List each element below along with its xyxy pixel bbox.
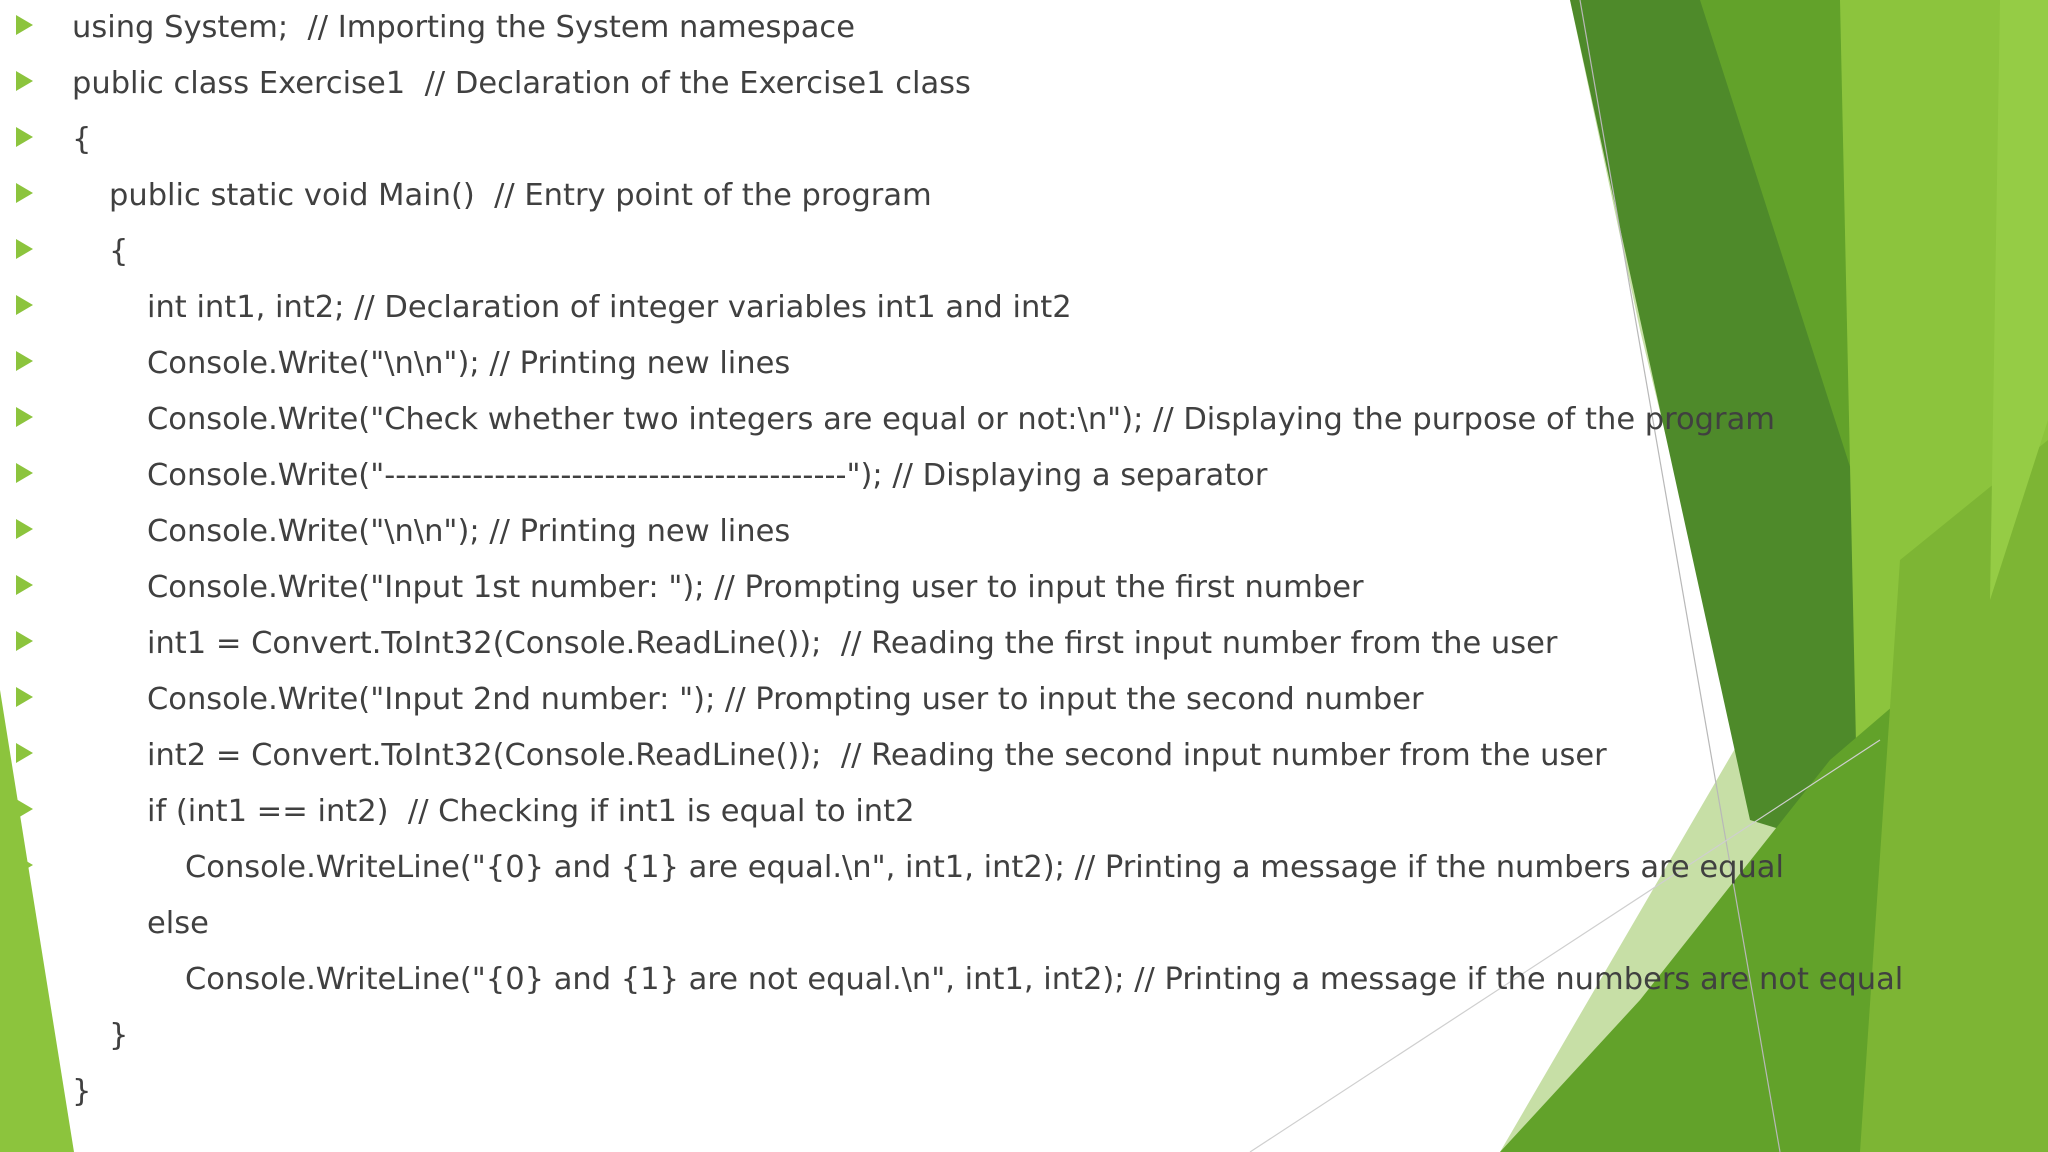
code-line [0, 728, 1900, 784]
bullet-arrow-icon [16, 295, 33, 315]
bullet-arrow-icon [16, 687, 33, 707]
code-line-text: int2 = Convert.ToInt32(Console.ReadLine()); // Reading the second input number from the user [147, 738, 1607, 773]
code-line [0, 112, 1900, 168]
code-line-text: Console.Write("------------------------------------------"); // Displaying a separator [147, 458, 1268, 493]
code-line [0, 560, 1900, 616]
code-line-text: if (int1 == int2) // Checking if int1 is equal to int2 [147, 794, 915, 829]
bullet-arrow-icon [16, 15, 33, 35]
bullet-arrow-icon [16, 407, 33, 427]
code-line-text: int1 = Convert.ToInt32(Console.ReadLine()); // Reading the first input number from the user [147, 626, 1558, 661]
code-line [0, 1064, 1900, 1120]
code-line-text: Console.WriteLine("{0} and {1} are not equal.\n", int1, int2); // Printing a message if the numbers are not equal [185, 962, 1904, 997]
code-line [0, 56, 1900, 112]
bullet-arrow-icon [16, 1079, 33, 1099]
code-line-text: Console.WriteLine("{0} and {1} are equal.\n", int1, int2); // Printing a message if the numbers are equal [185, 850, 1784, 885]
code-line-text: using System; // Importing the System namespace [72, 10, 855, 45]
bullet-arrow-icon [16, 183, 33, 203]
code-line-text: else [147, 906, 209, 941]
code-line [0, 952, 1904, 1008]
code-line-text: { [72, 122, 92, 157]
code-line [0, 392, 1900, 448]
code-line-text: Console.Write("Input 1st number: "); // Prompting user to input the first number [147, 570, 1364, 605]
bullet-arrow-icon [16, 351, 33, 371]
code-line-text: int int1, int2; // Declaration of integer variables int1 and int2 [147, 290, 1072, 325]
bullet-arrow-icon [16, 911, 33, 931]
code-line [0, 1008, 1900, 1064]
code-line [0, 336, 1900, 392]
code-line-text: Console.Write("Check whether two integers are equal or not:\n"); // Displaying the purpose of the program [147, 402, 1775, 437]
code-line [0, 448, 1900, 504]
bullet-arrow-icon [16, 631, 33, 651]
bullet-arrow-icon [16, 463, 33, 483]
code-line-text: { [109, 234, 129, 269]
code-line [0, 504, 1900, 560]
code-line-text: Console.Write("\n\n"); // Printing new lines [147, 346, 791, 381]
code-line [0, 224, 1900, 280]
code-line-text: public class Exercise1 // Declaration of the Exercise1 class [72, 66, 971, 101]
code-line-text: } [109, 1018, 129, 1053]
code-line [0, 616, 1900, 672]
bullet-arrow-icon [16, 1023, 33, 1043]
code-line-text: Console.Write("Input 2nd number: "); // Prompting user to input the second number [147, 682, 1424, 717]
code-line-text: Console.Write("\n\n"); // Printing new lines [147, 514, 791, 549]
bullet-arrow-icon [16, 519, 33, 539]
code-line-text: public static void Main() // Entry point of the program [109, 178, 932, 213]
code-line [0, 0, 1900, 56]
code-line [0, 840, 1900, 896]
bullet-arrow-icon [16, 743, 33, 763]
code-line-text: } [72, 1074, 92, 1109]
bullet-arrow-icon [16, 575, 33, 595]
code-line [0, 896, 1900, 952]
code-line [0, 280, 1900, 336]
bullet-arrow-icon [16, 239, 33, 259]
bullet-arrow-icon [16, 855, 33, 875]
bullet-arrow-icon [16, 127, 33, 147]
code-line [0, 672, 1900, 728]
bullet-arrow-icon [16, 967, 33, 987]
bullet-arrow-icon [16, 71, 33, 91]
bullet-arrow-icon [16, 799, 33, 819]
code-line [0, 784, 1900, 840]
code-line [0, 168, 1900, 224]
